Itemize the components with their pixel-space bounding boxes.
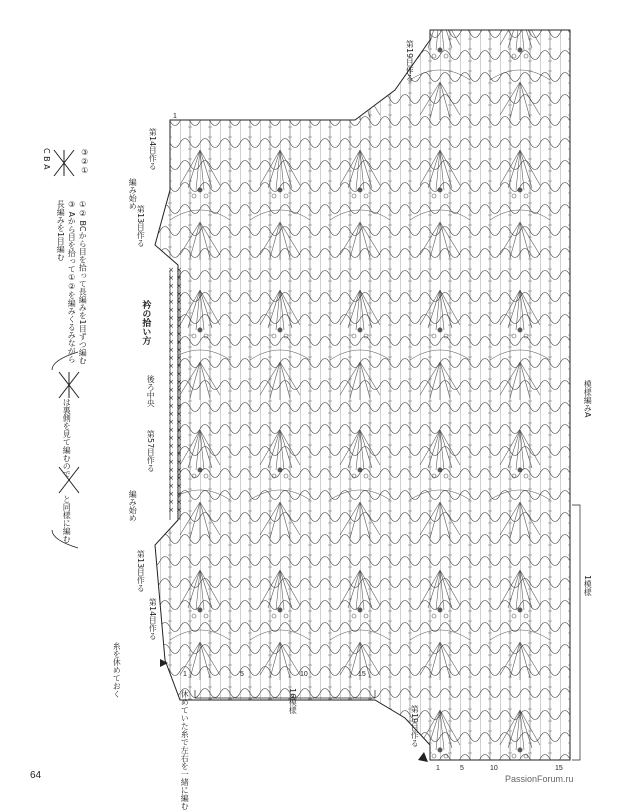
cross-stitch-mark: ×: [168, 282, 174, 290]
cross-stitch-mark: ×: [176, 450, 182, 458]
legend-symbol-numbers: ③②①: [80, 148, 90, 175]
cross-stitch-mark: ×: [168, 330, 174, 338]
tick-15: 15: [358, 671, 366, 678]
cross-stitch-mark: ×: [168, 394, 174, 402]
label-row14-lower: 第14目作る: [148, 598, 158, 641]
legend-note-2: ③ Aから目を拾って①②を編みくるみながら: [67, 200, 77, 364]
cross-stitch-mark: ×: [168, 490, 174, 498]
cross-stitch-mark: ×: [176, 266, 182, 274]
cross-stitch-mark: ×: [168, 402, 174, 410]
cross-stitch-mark: ×: [168, 346, 174, 354]
cross-stitch-mark: ×: [176, 362, 182, 370]
cross-stitch-mark: ×: [176, 394, 182, 402]
legend-note-3: 長編みを1目編む: [56, 200, 66, 262]
cross-stitch-mark: ×: [176, 402, 182, 410]
cross-stitch-mark: ×: [168, 322, 174, 330]
tick-1c: 1: [173, 113, 177, 120]
cross-stitch-mark: ×: [168, 426, 174, 434]
cross-stitch-mark: ×: [168, 466, 174, 474]
cross-stitch-mark: ×: [176, 458, 182, 466]
cross-stitch-mark: ×: [168, 458, 174, 466]
cross-stitch-mark: ×: [176, 314, 182, 322]
label-join: 休めていた糸で左右を一緒に編む: [180, 690, 190, 810]
legend-note-1: ①② BCから目を拾って長編みを1目ずつ編む: [78, 200, 88, 365]
label-one-pattern: 1模様: [583, 575, 593, 597]
cross-stitch-mark: ×: [176, 354, 182, 362]
label-row57: 第57目作る: [146, 430, 156, 473]
cross-stitch-mark: ×: [168, 410, 174, 418]
cross-stitch-mark: ×: [176, 410, 182, 418]
label-pickup: 衿の拾い方: [140, 300, 151, 345]
tick-10: 10: [300, 671, 308, 678]
label-row19-bottom: 第19目作る: [410, 705, 420, 748]
cross-stitch-mark: ×: [176, 434, 182, 442]
cross-stitch-mark: ×: [176, 290, 182, 298]
forward-stitch-icon: [55, 465, 83, 495]
cross-stitch-mark: ×: [176, 442, 182, 450]
cross-stitch-mark: ×: [176, 418, 182, 426]
cross-stitch-mark: ×: [168, 338, 174, 346]
cross-stitch-mark: ×: [168, 474, 174, 482]
cross-stitch-mark: ×: [176, 338, 182, 346]
cross-stitch-mark: ×: [168, 298, 174, 306]
cross-stitch-mark: ×: [168, 306, 174, 314]
cross-stitch-mark: ×: [168, 354, 174, 362]
cross-stitch-mark: ×: [176, 490, 182, 498]
label-row13-upper: 第13目作る: [136, 205, 146, 248]
cross-stitch-mark: ×: [168, 274, 174, 282]
cross-stitch-mark: ×: [168, 418, 174, 426]
cross-stitch-mark: ×: [168, 386, 174, 394]
cross-stitch-mark: ×: [176, 426, 182, 434]
legend-symbol-letters: C B A: [42, 148, 52, 170]
cross-stitch-mark: ×: [168, 450, 174, 458]
cross-stitch-mark: ×: [176, 466, 182, 474]
tick-10b: 10: [490, 765, 498, 772]
cross-stitch-mark: ×: [176, 306, 182, 314]
legend-note-bracket: は裏側を見て編むので、: [62, 398, 72, 486]
cross-stitch-mark: ×: [176, 506, 182, 514]
cross-stitch-mark: ×: [176, 282, 182, 290]
cross-stitch-mark: ×: [168, 442, 174, 450]
page-number: 64: [30, 770, 42, 781]
cross-stitch-mark: ×: [176, 322, 182, 330]
cross-stitch-mark: ×: [168, 290, 174, 298]
cross-stitch-mark: ×: [176, 330, 182, 338]
legend-note-bracket-end: と同様に編む: [62, 495, 72, 543]
neck-cross-stitches: [168, 266, 182, 514]
label-center-back: 後ろ中央: [146, 375, 156, 407]
label-sixteen-pattern: 16模様: [288, 688, 298, 715]
cross-stitch-mark: ×: [176, 378, 182, 386]
cross-stitch-mark: ×: [168, 314, 174, 322]
crossed-stitch-icon: [50, 148, 78, 178]
label-start-lower: 編み始め: [128, 490, 138, 522]
label-row14-upper: 第14目作る: [148, 128, 158, 171]
cross-stitch-mark: ×: [176, 370, 182, 378]
tick-5b: 5: [460, 765, 464, 772]
cross-stitch-mark: ×: [168, 498, 174, 506]
cross-stitch-mark: ×: [176, 498, 182, 506]
cross-stitch-mark: ×: [168, 362, 174, 370]
cross-stitch-mark: ×: [176, 346, 182, 354]
watermark: PassionForum.ru: [505, 774, 574, 784]
cross-stitch-mark: ×: [176, 274, 182, 282]
cross-stitch-mark: ×: [168, 378, 174, 386]
cross-stitch-mark: ×: [168, 482, 174, 490]
reverse-stitch-icon: [55, 370, 83, 400]
label-cut-yarn: 糸を休めておく: [112, 642, 122, 698]
label-row19-top: 第19目作る: [405, 40, 415, 83]
tick-1b: 1: [436, 765, 440, 772]
cross-stitch-mark: ×: [176, 482, 182, 490]
tick-15b: 15: [555, 765, 563, 772]
cross-stitch-mark: ×: [168, 434, 174, 442]
cross-stitch-mark: ×: [168, 266, 174, 274]
tick-1: 1: [183, 671, 187, 678]
cross-stitch-mark: ×: [168, 506, 174, 514]
label-start-upper: 編み始め: [128, 178, 138, 210]
cross-stitch-mark: ×: [176, 474, 182, 482]
label-pattern-a: 模様編みA: [583, 380, 593, 418]
cross-stitch-mark: ×: [176, 386, 182, 394]
tick-5: 5: [240, 671, 244, 678]
cross-stitch-mark: ×: [176, 298, 182, 306]
cross-stitch-mark: ×: [168, 370, 174, 378]
label-row13-lower: 第13目作る: [136, 550, 146, 593]
